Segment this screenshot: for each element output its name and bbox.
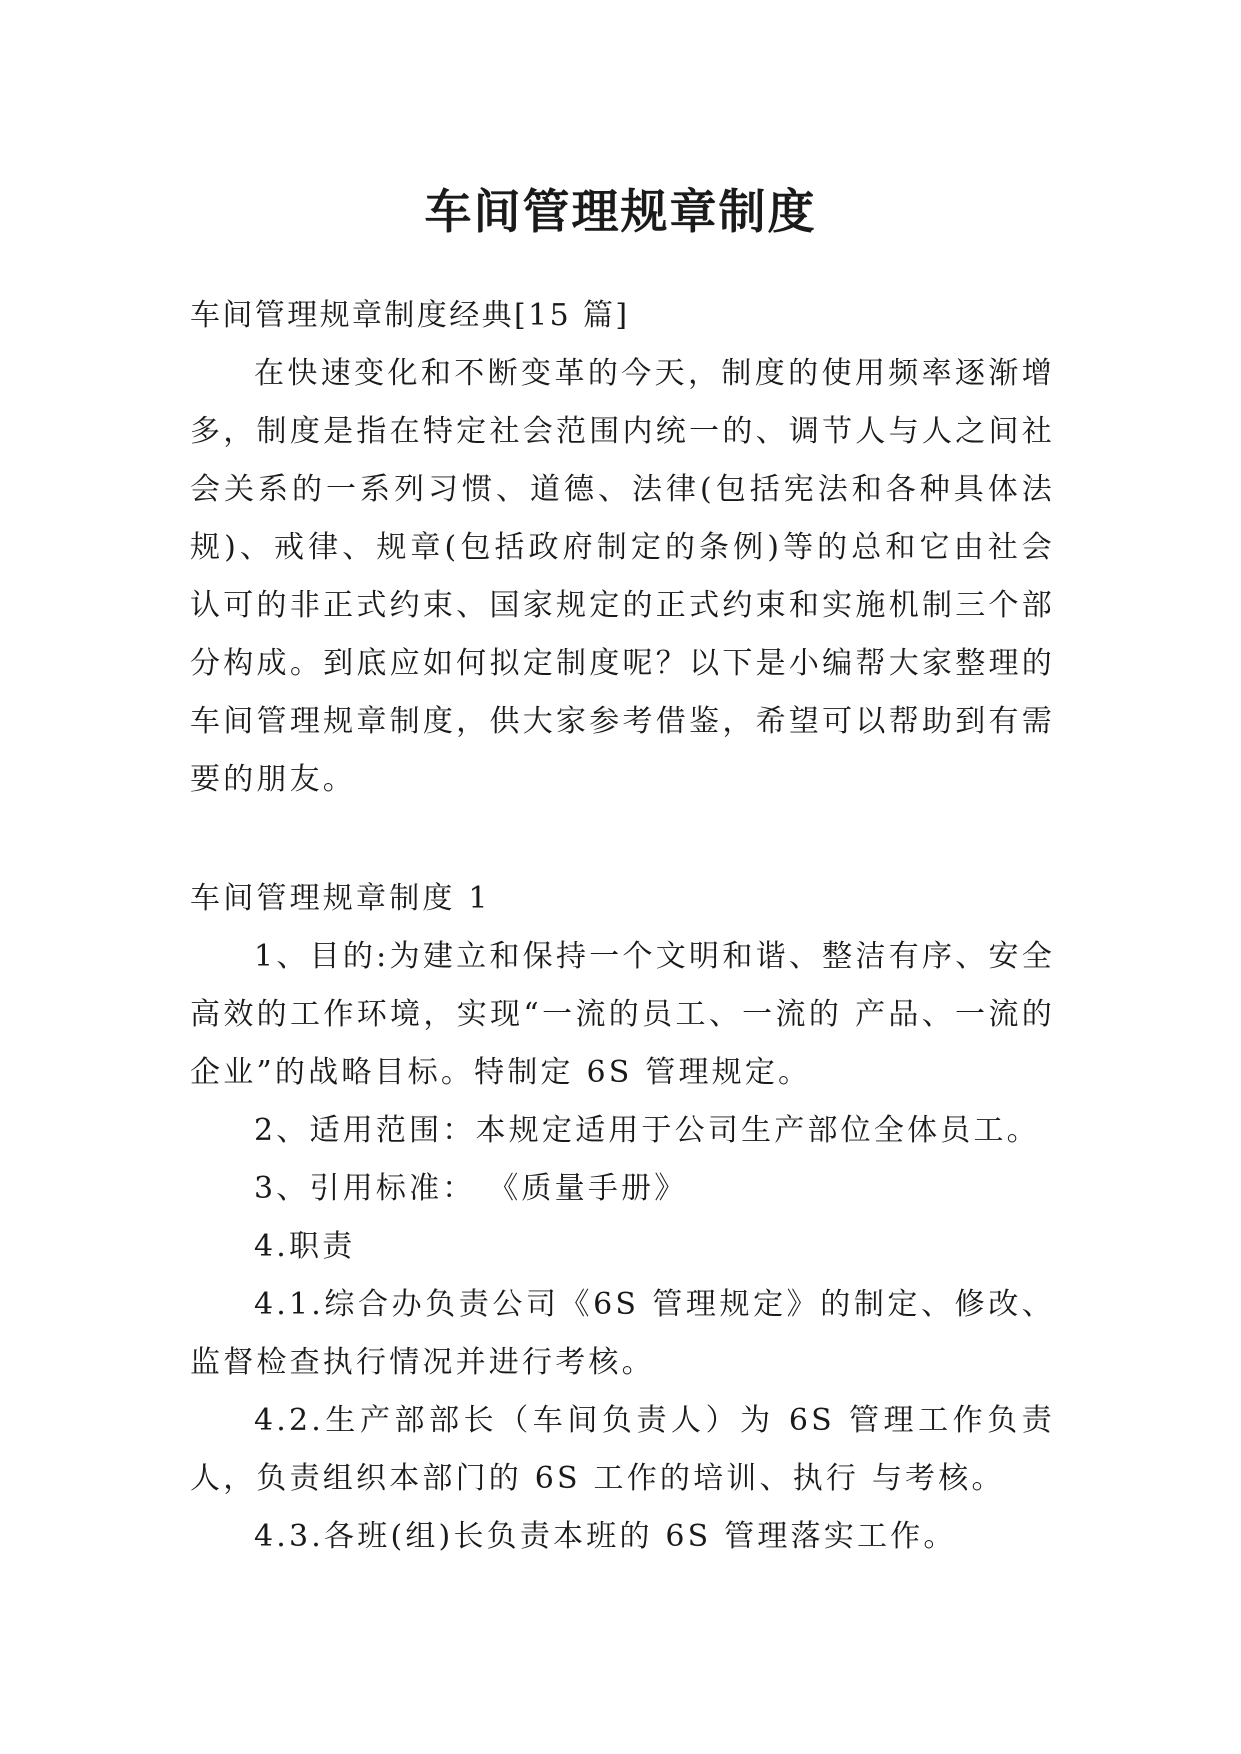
section-paragraph-scope: 2、适用范围：本规定适用于公司生产部位全体员工。 xyxy=(254,1113,1040,1148)
section-paragraph-duties: 4.职责 xyxy=(254,1229,356,1264)
section-paragraph-purpose: 1、目的:为建立和保持一个文明和谐、整洁有序、安全高效的工作环境，实现“一流的员工、一流的 产品、一流的企业”的战略目标。特制定 6S 管理规定。 xyxy=(190,939,1055,1090)
section-paragraph-reference: 3、引用标准： 《质量手册》 xyxy=(254,1171,688,1206)
intro-section xyxy=(190,287,1055,809)
section-heading: 车间管理规章制度 1 xyxy=(190,881,491,916)
section-paragraph-duty-4-1: 4.1.综合办负责公司《6S 管理规定》的制定、修改、监督检查执行情况并进行考核。 xyxy=(190,1287,1055,1380)
document-title: 车间管理规章制度 xyxy=(424,185,817,241)
section-paragraph-duty-4-3: 4.3.各班(组)长负责本班的 6S 管理落实工作。 xyxy=(254,1519,957,1554)
document-subtitle: 车间管理规章制度经典[15 篇] xyxy=(190,298,630,333)
intro-paragraph: 在快速变化和不断变革的今天，制度的使用频率逐渐增多，制度是指在特定社会范围内统一的、调节人与人之间社会关系的一系列习惯、道德、法律(包括宪法和各种具体法规)、戒律、规章(包括政府制定的条例)等的总和它由社会认可的非正式约束、国家规定的正式约束和实施机制三个部分构成。到底应如何拟定制度呢？以下是小编帮大家整理的车间管理规章制度，供大家参考借鉴，希望可以帮助到有需要的朋友。 xyxy=(190,356,1055,797)
section-paragraph-duty-4-2: 4.2.生产部部长（车间负责人）为 6S 管理工作负责人，负责组织本部门的 6S 工作的培训、执行 与考核。 xyxy=(190,1403,1055,1496)
section-1 xyxy=(190,870,1055,1566)
